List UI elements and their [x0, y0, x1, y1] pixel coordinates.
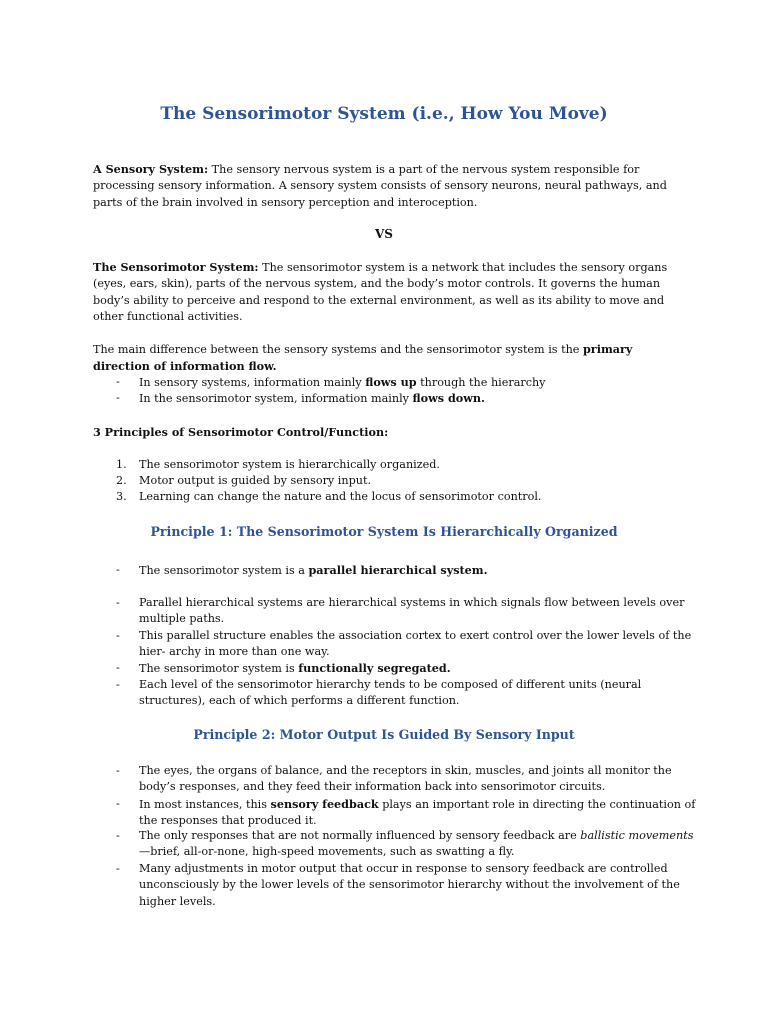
- principle-2-bullet-4: - Many adjustments in motor output that occur in response to sensory feedback are controlled unconsciously by the lower levels of the sensorimotor hierarchy without the involvement of the higher levels.: [116, 862, 680, 908]
- principle-1-bullet-4: - The sensorimotor system is functionally segregated.: [116, 661, 451, 675]
- principle-1-bullet-5: - Each level of the sensorimotor hierarchy tends to be composed of different units (neural structures), each of which performs a different function.: [116, 678, 642, 708]
- difference-paragraph: [93, 341, 683, 376]
- sensory-system-label: A Sensory System:: [93, 162, 209, 176]
- bullet-marker: -: [116, 391, 120, 404]
- principle-2-bullet-1: - The eyes, the organs of balance, and the receptors in skin, muscles, and joints all monitor the body’s responses, and they feed their information back into sensorimotor circuits.: [116, 764, 672, 794]
- sensory-system-text: The sensory nervous system is a part of the nervous system responsible for processing sensory information. A sensory system consists of sensory neurons, neural pathways, and parts of the brain involved in sensory perception and interoception.: [93, 163, 667, 209]
- principle-list-item-1: 1. The sensorimotor system is hierarchically organized.: [116, 458, 440, 471]
- document-title: The Sensorimotor System (i.e., How You Move): [160, 104, 608, 124]
- principle-list-item-3: 3. Learning can change the nature and the locus of sensorimotor control.: [116, 490, 542, 503]
- principles-heading: 3 Principles of Sensorimotor Control/Function:: [93, 425, 389, 439]
- principle-1-bullet-1: - The sensorimotor system is a parallel hierarchical system.: [116, 563, 488, 577]
- principle-1-heading: Principle 1: The Sensorimotor System Is Hierarchically Organized: [150, 524, 618, 539]
- principle-2-heading: Principle 2: Motor Output Is Guided By Sensory Input: [193, 727, 575, 742]
- vs-divider: VS: [375, 227, 393, 241]
- sensorimotor-system-label: The Sensorimotor System:: [93, 260, 259, 274]
- sensorimotor-system-paragraph: [93, 259, 683, 326]
- difference-bold: primary direction of information flow.: [93, 342, 633, 374]
- difference-text: The main difference between the sensory systems and the sensorimotor system is the: [93, 343, 583, 356]
- principle-1-bullet-3: - This parallel structure enables the association cortex to exert control over the lower levels of the hier- archy in more than one way.: [116, 629, 692, 659]
- principle-2-bullet-2: - In most instances, this sensory feedback plays an important role in directing the continuation of the responses that produced it.: [116, 797, 696, 828]
- difference-bullet-1: - In sensory systems, information mainly flows up through the hierarchy: [116, 375, 546, 389]
- bullet-marker: -: [116, 375, 120, 388]
- principle-list-item-2: 2. Motor output is guided by sensory input.: [116, 474, 372, 487]
- sensorimotor-system-text: The sensorimotor system is a network that includes the sensory organs (eyes, ears, skin), parts of the nervous system, and the body’s motor controls. It governs the human body’s ability to perceive and respond to the external environment, as well as its ability to move and other functional activities.: [93, 261, 668, 324]
- sensory-system-paragraph: [93, 161, 683, 211]
- principle-1-bullet-2: - Parallel hierarchical systems are hierarchical systems in which signals flow between levels over multiple paths.: [116, 596, 685, 626]
- principle-2-bullet-3: - The only responses that are not normally influenced by sensory feedback are ballistic movements—brief, all-or-none, high-speed movements, such as swatting a fly.: [116, 829, 694, 859]
- difference-bullet-2: - In the sensorimotor system, information mainly flows down.: [116, 391, 485, 405]
